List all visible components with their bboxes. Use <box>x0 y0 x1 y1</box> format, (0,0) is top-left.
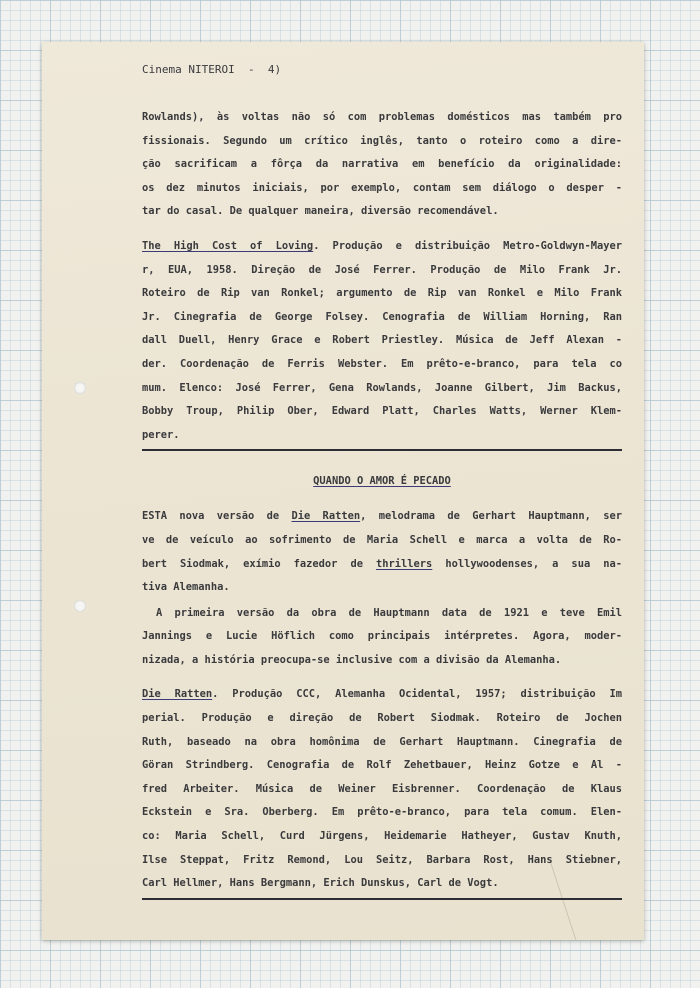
text-line: Jr. Cinegrafia de George Folsey. Cenografia de William Horning, Ran <box>142 310 622 323</box>
text-line: Eckstein e Sra. Oberberg. Em prêto-e-branco, para tela comum. Elen- <box>142 806 622 819</box>
text-line: Bobby Troup, Philip Ober, Edward Platt, Charles Watts, Werner Klem- <box>142 405 622 418</box>
text-line: co: Maria Schell, Curd Jürgens, Heidemarie Hatheyer, Gustav Knuth, <box>142 830 622 843</box>
punch-hole-bottom <box>74 600 86 612</box>
text-line: ESTA nova versão de Die Ratten, melodrama de Gerhart Hauptmann, ser <box>142 510 622 523</box>
text-line: fred Arbeiter. Música de Weiner Eisbrenner. Coordenação de Klaus <box>142 782 622 795</box>
film-title: Die Ratten <box>142 688 213 701</box>
text-line: ve de veículo ao sofrimento de Maria Schell e marca a volta de Ro- <box>142 533 622 546</box>
page-header: Cinema NITEROI - 4) <box>142 63 282 76</box>
text-line: Rowlands), às voltas não só com problemas domésticos mas também pro <box>142 111 622 123</box>
text-line: Ruth, baseado na obra homônima de Gerhart Hauptmann. Cinegrafia de <box>142 735 622 748</box>
text-line: perial. Produção e direção de Robert Siodmak. Roteiro de Jochen <box>142 712 622 725</box>
review-ending-paragraph <box>142 106 622 224</box>
text-line: Göran Strindberg. Cenografia de Rolf Zehetbauer, Heinz Gotze e Al - <box>142 759 622 772</box>
text-line: dall Duell, Henry Grace e Robert Priestley. Música de Jeff Alexan - <box>142 334 622 347</box>
text-line: tiva Alemanha. <box>142 581 230 594</box>
text-line: r, EUA, 1958. Direção de José Ferrer. Produção de Milo Frank Jr. <box>142 263 622 276</box>
review-paragraph-1 <box>142 505 622 599</box>
text-line: bert Siodmak, exímio fazedor de thrillers hollywoodenses, a sua na- <box>142 557 622 570</box>
text-line: der. Coordenação de Ferris Webster. Em prêto-e-branco, para tela co <box>142 357 622 370</box>
page-content <box>142 60 622 900</box>
film-title: Die Ratten <box>291 510 361 523</box>
credits-die-ratten <box>142 683 622 895</box>
text-line: A primeira versão da obra de Hauptmann data de 1921 e teve Emil <box>156 606 622 619</box>
review-paragraph-2 <box>142 602 622 673</box>
text-line: Jannings e Lucie Höflich como principais intérpretes. Agora, moder- <box>142 630 622 643</box>
emphasized-word: thrillers <box>375 557 433 570</box>
punch-hole-top <box>74 382 86 394</box>
film-title: The High Cost of Loving <box>142 239 314 252</box>
text-line: tar do casal. De qualquer maneira, diversão recomendável. <box>142 205 499 218</box>
text-line: Carl Hellmer, Hans Bergmann, Erich Dunskus, Carl de Vogt. <box>142 877 499 890</box>
typed-page <box>42 42 644 940</box>
text-line: perer. <box>142 428 180 441</box>
text-line: ção sacrificam a fôrça da narrativa em benefício da originalidade: <box>142 158 622 171</box>
section-divider <box>142 449 622 451</box>
text-line: fissionais. Segundo um crítico inglês, tanto o roteiro como a dire- <box>142 134 622 147</box>
text-line: os dez minutos iniciais, por exemplo, contam sem diálogo o desper - <box>142 181 622 194</box>
text-line: mum. Elenco: José Ferrer, Gena Rowlands, Joanne Gilbert, Jim Backus, <box>142 381 622 394</box>
text-line: nizada, a história preocupa-se inclusive com a divisão da Alemanha. <box>142 653 562 666</box>
text-line: Roteiro de Rip van Ronkel; argumento de Rip van Ronkel e Milo Frank <box>142 287 622 300</box>
text-line: The High Cost of Loving. Produção e distribuição Metro-Goldwyn-Mayer <box>142 239 622 252</box>
text-line: Die Ratten. Produção CCC, Alemanha Ocidental, 1957; distribuição Im <box>142 688 622 701</box>
section-divider <box>142 898 622 900</box>
text-line: Ilse Steppat, Fritz Remond, Lou Seitz, Barbara Rost, Hans Stiebner, <box>142 853 622 866</box>
section-title: QUANDO O AMOR É PECADO <box>313 475 451 488</box>
credits-high-cost-of-loving <box>142 235 622 447</box>
